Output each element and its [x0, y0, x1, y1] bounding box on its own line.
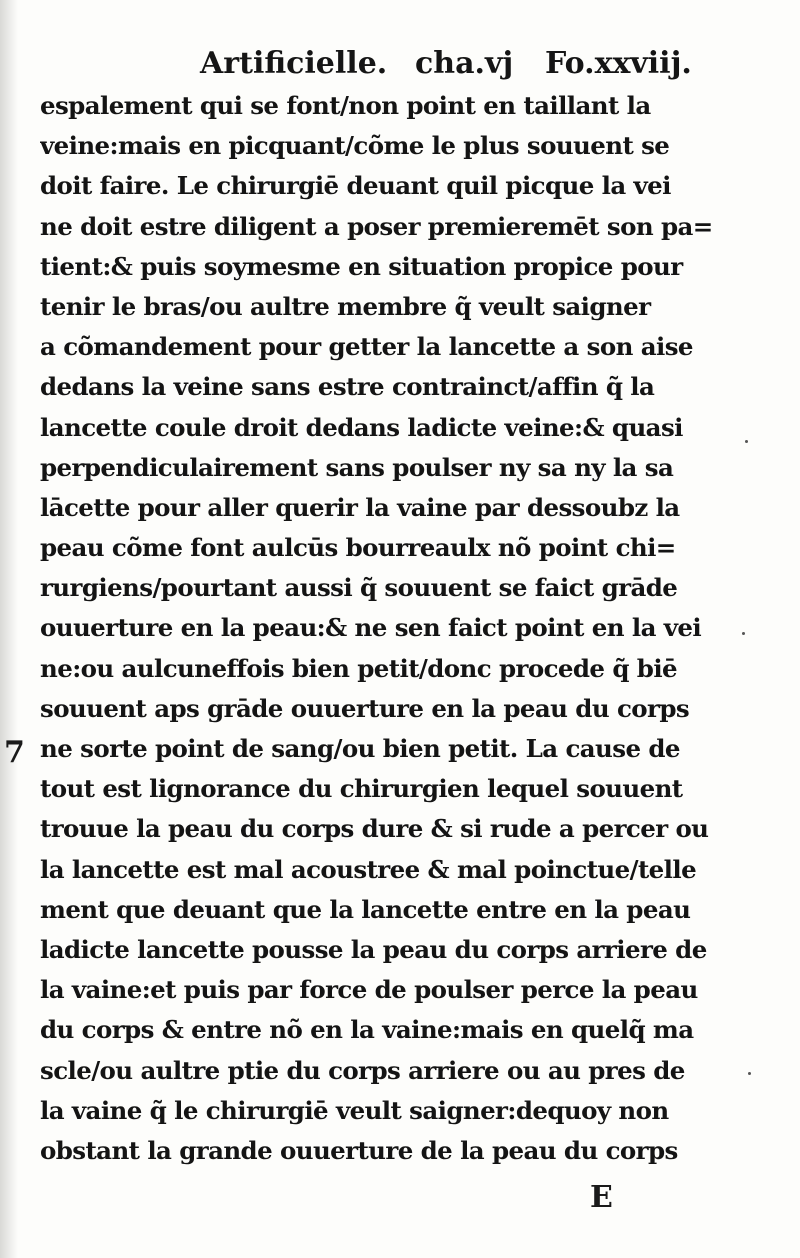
text-line: la vaine:et puis par force de poulser perce la peau [40, 975, 698, 1005]
text-line: tenir le bras/ou aultre membre q̃ veult saigner [40, 291, 651, 321]
text-line: ladicte lancette pousse la peau du corps arriere de [40, 934, 707, 964]
binding-shadow [0, 0, 18, 1258]
running-head-title: Artificielle. [200, 46, 388, 81]
text-line: ment que deuant que la lancette entre en la peau [40, 894, 691, 924]
text-line: perpendiculairement sans poulser ny sa ny la sa [40, 452, 674, 482]
text-line: ouuerture en la peau:& ne sen faict point en la vei [40, 613, 702, 643]
text-line: tout est lignorance du chirurgien lequel souuent [40, 774, 683, 804]
text-line: obstant la grande ouuerture de la peau du corps [40, 1135, 678, 1165]
text-line: ne:ou aulcuneffois bien petit/donc procede q̃ biē [40, 653, 678, 683]
text-line: peau cõme font aulcūs bourreaulx nõ point chi= [40, 533, 676, 563]
body-text [40, 86, 730, 1171]
text-line: doit faire. Le chirurgiē deuant quil picque la vei [40, 171, 671, 201]
text-line: veine:mais en picquant/cõme le plus souuent se [40, 131, 670, 161]
text-line: a cõmandement pour getter la lancette a son aise [40, 332, 693, 362]
text-line: ne doit estre diligent a poser premieremēt son pa= [40, 211, 713, 241]
running-head-chapter: cha.vj [415, 46, 514, 81]
text-line: lācette pour aller querir la vaine par dessoubz la [40, 492, 680, 522]
text-line: scle/ou aultre ptie du corps arriere ou au pres de [40, 1055, 685, 1085]
text-line: tient:& puis soymesme en situation propice pour [40, 251, 683, 281]
catchword: E [590, 1180, 613, 1215]
ink-speck [745, 440, 748, 443]
text-line: trouue la peau du corps dure & si rude a percer ou [40, 814, 709, 844]
text-line: lancette coule droit dedans ladicte veine:& quasi [40, 412, 683, 442]
text-line: souuent aps grāde ouuerture en la peau du corps [40, 693, 690, 723]
text-line: dedans la veine sans estre contrainct/affin q̃ la [40, 372, 655, 402]
text-line: rurgiens/pourtant aussi q̃ souuent se faict grāde [40, 573, 678, 603]
folio-number: Fo.xxviij. [545, 46, 692, 81]
text-line: la lancette est mal acoustree & mal poinctue/telle [40, 854, 697, 884]
running-head [190, 40, 730, 90]
ink-speck [748, 1072, 751, 1075]
text-line: du corps & entre nõ en la vaine:mais en quelq̃ ma [40, 1015, 694, 1045]
margin-note: 7 [4, 735, 25, 770]
ink-speck [742, 632, 745, 635]
text-line: espalement qui se font/non point en taillant la [40, 91, 651, 120]
text-line: la vaine q̃ le chirurgiē veult saigner:dequoy non [40, 1095, 669, 1125]
text-line: ne sorte point de sang/ou bien petit. La cause de [40, 734, 680, 763]
